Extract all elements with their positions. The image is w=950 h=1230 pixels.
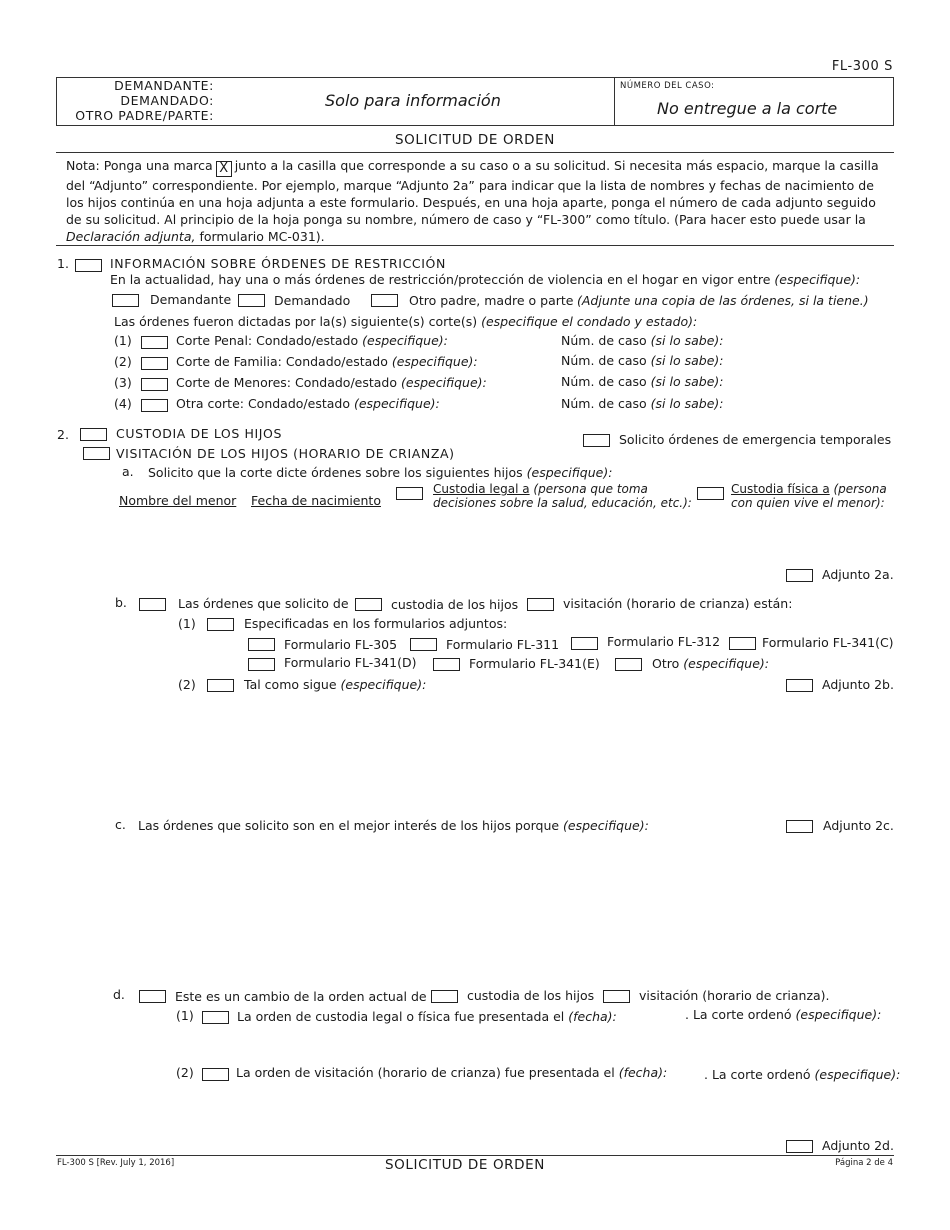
- attachment-2c-checkbox[interactable]: [786, 820, 813, 833]
- item-2d-text: Este es un cambio de la orden actual de: [175, 989, 427, 1004]
- physical-custody-label: [731, 482, 887, 510]
- petitioner-option: Demandante: [150, 292, 232, 307]
- item-2d2-text-main: La orden de visitación (horario de crianza) fue presentada el: [236, 1065, 615, 1080]
- emergency-checkbox[interactable]: [583, 434, 610, 447]
- courts-intro: [114, 314, 697, 329]
- item-2a-text-main: Solicito que la corte dicte órdenes sobre los siguientes hijos: [148, 465, 523, 480]
- item-2a-text: [148, 465, 612, 480]
- section2-number: 2.: [57, 427, 69, 442]
- form-fl341c-label: Formulario FL-341(C): [762, 635, 894, 650]
- form-other-text: Otro: [652, 656, 680, 671]
- court-3-label-text: Corte de Menores: Condado/estado: [176, 375, 398, 390]
- item-2b-custody-label: custodia de los hijos: [391, 597, 519, 612]
- form-fl312-label: Formulario FL-312: [607, 634, 721, 649]
- attachment-2d-label: Adjunto 2d.: [822, 1138, 894, 1153]
- item-2b2-spec: (especifique):: [340, 677, 427, 692]
- item-2b-visitation-checkbox[interactable]: [527, 598, 554, 611]
- item-2d2-checkbox[interactable]: [202, 1068, 229, 1081]
- court-1-case-text: Núm. de caso: [561, 333, 647, 348]
- section1-intro: [110, 272, 860, 287]
- item-2d2-court: [704, 1067, 900, 1082]
- court-2-num: (2): [114, 354, 132, 369]
- court-4-case-text: Núm. de caso: [561, 396, 647, 411]
- form-fl341d-checkbox[interactable]: [248, 658, 275, 671]
- other-parent-option: Otro padre, madre o parte: [409, 293, 574, 308]
- court-1-case-spec: (si lo sabe):: [650, 333, 724, 348]
- item-2b-custody-checkbox[interactable]: [355, 598, 382, 611]
- court-3-checkbox[interactable]: [141, 378, 168, 391]
- court-4-label: [176, 396, 440, 411]
- item-2d2-date: (fecha):: [618, 1065, 668, 1080]
- section1-intro-spec: (especifique):: [774, 272, 861, 287]
- item-2d2-text: [236, 1065, 667, 1080]
- court-1-label-text: Corte Penal: Condado/estado: [176, 333, 359, 348]
- court-3-label: [176, 375, 487, 390]
- item-2b-text: Las órdenes que solicito de: [178, 596, 349, 611]
- custody-checkbox[interactable]: [80, 428, 107, 441]
- form-title: SOLICITUD DE ORDEN: [395, 132, 555, 148]
- note-rule-bottom: [56, 245, 894, 246]
- note-text-1: Nota: Ponga una marca: [66, 158, 213, 173]
- court-2-label: [176, 354, 478, 369]
- other-parent-checkbox[interactable]: [371, 294, 398, 307]
- physical-custody-title: Custodia física a: [731, 482, 830, 496]
- note-check-mark: X: [216, 161, 232, 177]
- section1-checkbox[interactable]: [75, 259, 102, 272]
- court-4-label-text: Otra corte: Condado/estado: [176, 396, 350, 411]
- title-rule-top: [56, 152, 894, 153]
- item-2d2-court-text: . La corte ordenó: [704, 1067, 811, 1082]
- item-2d-letter: d.: [113, 987, 125, 1002]
- form-fl311-checkbox[interactable]: [410, 638, 437, 651]
- courts-intro-text: Las órdenes fueron dictadas por la(s) siguiente(s) corte(s): [114, 314, 478, 329]
- item-2b1-text: Especificadas en los formularios adjuntos:: [244, 616, 508, 631]
- court-1-num: (1): [114, 333, 132, 348]
- visitation-checkbox[interactable]: [83, 447, 110, 460]
- item-2c-letter: c.: [115, 817, 126, 832]
- physical-custody-desc1: (persona: [833, 482, 887, 496]
- court-4-case: [561, 396, 724, 411]
- item-2d1-court: [685, 1007, 881, 1022]
- court-2-case-spec: (si lo sabe):: [650, 353, 724, 368]
- col-birth-date: Fecha de nacimiento: [251, 493, 381, 508]
- court-2-case-text: Núm. de caso: [561, 353, 647, 368]
- section1-number: 1.: [57, 256, 69, 271]
- petitioner-label: DEMANDANTE:: [114, 78, 214, 93]
- court-3-case-spec: (si lo sabe):: [650, 374, 724, 389]
- form-fl305-checkbox[interactable]: [248, 638, 275, 651]
- form-fl305-label: Formulario FL-305: [284, 637, 398, 652]
- court-1-checkbox[interactable]: [141, 336, 168, 349]
- court-3-case-text: Núm. de caso: [561, 374, 647, 389]
- attachment-2b-label: Adjunto 2b.: [822, 677, 894, 692]
- item-2d1-text: [237, 1009, 617, 1024]
- court-3-num: (3): [114, 375, 132, 390]
- item-2b2-checkbox[interactable]: [207, 679, 234, 692]
- section1-title: INFORMACIÓN SOBRE ÓRDENES DE RESTRICCIÓN: [110, 256, 446, 271]
- form-fl312-checkbox[interactable]: [571, 637, 598, 650]
- item-2d1-court-text: . La corte ordenó: [685, 1007, 792, 1022]
- court-3-spec: (especifique):: [401, 375, 487, 390]
- footer-rule: [56, 1155, 894, 1156]
- form-number: FL-300 S: [831, 59, 893, 74]
- item-2b-visitation-label: visitación (horario de crianza) están:: [563, 596, 793, 611]
- legal-custody-desc1: (persona que toma: [533, 482, 648, 496]
- court-4-checkbox[interactable]: [141, 399, 168, 412]
- legal-custody-label: [433, 482, 692, 510]
- item-2d1-court-spec: (especifique):: [795, 1007, 882, 1022]
- item-2a-letter: a.: [122, 464, 134, 479]
- attachment-2c-label: Adjunto 2c.: [823, 818, 894, 833]
- court-2-label-text: Corte de Familia: Condado/estado: [176, 354, 388, 369]
- do-not-file-label: No entregue a la corte: [657, 99, 838, 118]
- item-2b2-num: (2): [178, 677, 196, 692]
- item-2d-checkbox[interactable]: [139, 990, 166, 1003]
- item-2d1-date: (fecha):: [568, 1009, 617, 1024]
- legal-custody-checkbox[interactable]: [396, 487, 423, 500]
- info-only-label: Solo para información: [325, 91, 501, 110]
- form-fl311-label: Formulario FL-311: [446, 637, 560, 652]
- form-other-spec: (especifique):: [683, 656, 770, 671]
- instruction-note: [66, 157, 888, 245]
- item-2d1-num: (1): [176, 1008, 194, 1023]
- item-2b1-checkbox[interactable]: [207, 618, 234, 631]
- item-2c-spec: (especifique):: [563, 818, 649, 833]
- item-2d-visitation-checkbox[interactable]: [603, 990, 630, 1003]
- court-3-case: [561, 374, 724, 389]
- court-4-spec: (especifique):: [353, 396, 440, 411]
- other-party-label: OTRO PADRE/PARTE:: [75, 108, 214, 123]
- section1-intro-text: En la actualidad, hay una o más órdenes de restricción/protección de violencia en el hogar en vigor entre: [110, 272, 771, 287]
- attachment-2a-label: Adjunto 2a.: [822, 567, 894, 582]
- footer-title: SOLICITUD DE ORDEN: [385, 1157, 545, 1173]
- item-2d1-text-main: La orden de custodia legal o física fue presentada el: [237, 1009, 565, 1024]
- note-text-3: formulario MC-031).: [199, 229, 325, 244]
- attachment-2d-checkbox[interactable]: [786, 1140, 813, 1153]
- attachment-2b-checkbox[interactable]: [786, 679, 813, 692]
- petitioner-checkbox[interactable]: [112, 294, 139, 307]
- item-2d-custody-checkbox[interactable]: [431, 990, 458, 1003]
- court-4-num: (4): [114, 396, 132, 411]
- item-2b-checkbox[interactable]: [139, 598, 166, 611]
- item-2d2-court-spec: (especifique):: [814, 1067, 901, 1082]
- form-fl341d-label: Formulario FL-341(D): [284, 655, 417, 670]
- item-2b2-text: [244, 677, 426, 692]
- caption-divider: [614, 77, 615, 126]
- physical-custody-desc2: con quien vive el menor):: [731, 496, 885, 510]
- case-number-label: NÚMERO DEL CASO:: [620, 81, 715, 91]
- note-form-name: Declaración adjunta,: [66, 229, 196, 244]
- court-2-checkbox[interactable]: [141, 357, 168, 370]
- respondent-checkbox[interactable]: [238, 294, 265, 307]
- item-2b1-num: (1): [178, 616, 196, 631]
- attach-copy-note: (Adjunte una copia de las órdenes, si la tiene.): [577, 293, 869, 308]
- physical-custody-checkbox[interactable]: [697, 487, 724, 500]
- item-2d1-checkbox[interactable]: [202, 1011, 229, 1024]
- item-2d-visitation-label: visitación (horario de crianza).: [639, 988, 830, 1003]
- respondent-label: DEMANDADO:: [120, 93, 214, 108]
- court-4-case-spec: (si lo sabe):: [650, 396, 724, 411]
- form-fl341e-checkbox[interactable]: [433, 658, 460, 671]
- footer-form-rev: FL-300 S [Rev. July 1, 2016]: [57, 1158, 175, 1168]
- legal-custody-title: Custodia legal a: [433, 482, 530, 496]
- item-2b-letter: b.: [115, 595, 127, 610]
- note-text-2: junto a la casilla que corresponde a su caso o a su solicitud. Si necesita más espacio, marque la casilla del “Adjunto” correspondiente. Por ejemplo, marque “Adjunto 2a” para indicar que la lista de nombres y fechas de nacimiento de los hijos continúa en una hoja adjunta a este formulario. Después, en una hoja aparte, ponga el número de cada adjunto seguido de su solicitud. Al principio de la hoja ponga su nombre, número de caso y “FL-300” como título. (Para hacer esto puede usar la: [66, 158, 879, 227]
- footer-page-number: Página 2 de 4: [835, 1158, 893, 1168]
- visitation-title: VISITACIÓN DE LOS HIJOS (HORARIO DE CRIANZA): [116, 446, 455, 461]
- court-1-spec: (especifique):: [362, 333, 448, 348]
- item-2b2-text-main: Tal como sigue: [244, 677, 337, 692]
- court-2-spec: (especifique):: [391, 354, 478, 369]
- item-2a-spec: (especifique):: [526, 465, 613, 480]
- court-1-label: [176, 333, 448, 348]
- form-fl341e-label: Formulario FL-341(E): [469, 656, 600, 671]
- form-fl341c-checkbox[interactable]: [729, 637, 756, 650]
- col-child-name: Nombre del menor: [119, 493, 237, 508]
- attachment-2a-checkbox[interactable]: [786, 569, 813, 582]
- form-other-label: [652, 656, 769, 671]
- respondent-option: Demandado: [274, 293, 351, 308]
- item-2c-text: [138, 818, 649, 833]
- custody-title: CUSTODIA DE LOS HIJOS: [116, 426, 283, 441]
- court-1-case: [561, 333, 724, 348]
- item-2c-text-main: Las órdenes que solicito son en el mejor interés de los hijos porque: [138, 818, 560, 833]
- legal-custody-desc2: decisiones sobre la salud, educación, etc.):: [433, 496, 692, 510]
- court-2-case: [561, 353, 724, 368]
- item-2d-custody-label: custodia de los hijos: [467, 988, 595, 1003]
- courts-intro-spec: (especifique el condado y estado):: [481, 314, 698, 329]
- item-2d2-num: (2): [176, 1065, 194, 1080]
- form-other-checkbox[interactable]: [615, 658, 642, 671]
- emergency-orders-label: Solicito órdenes de emergencia temporales: [619, 432, 892, 447]
